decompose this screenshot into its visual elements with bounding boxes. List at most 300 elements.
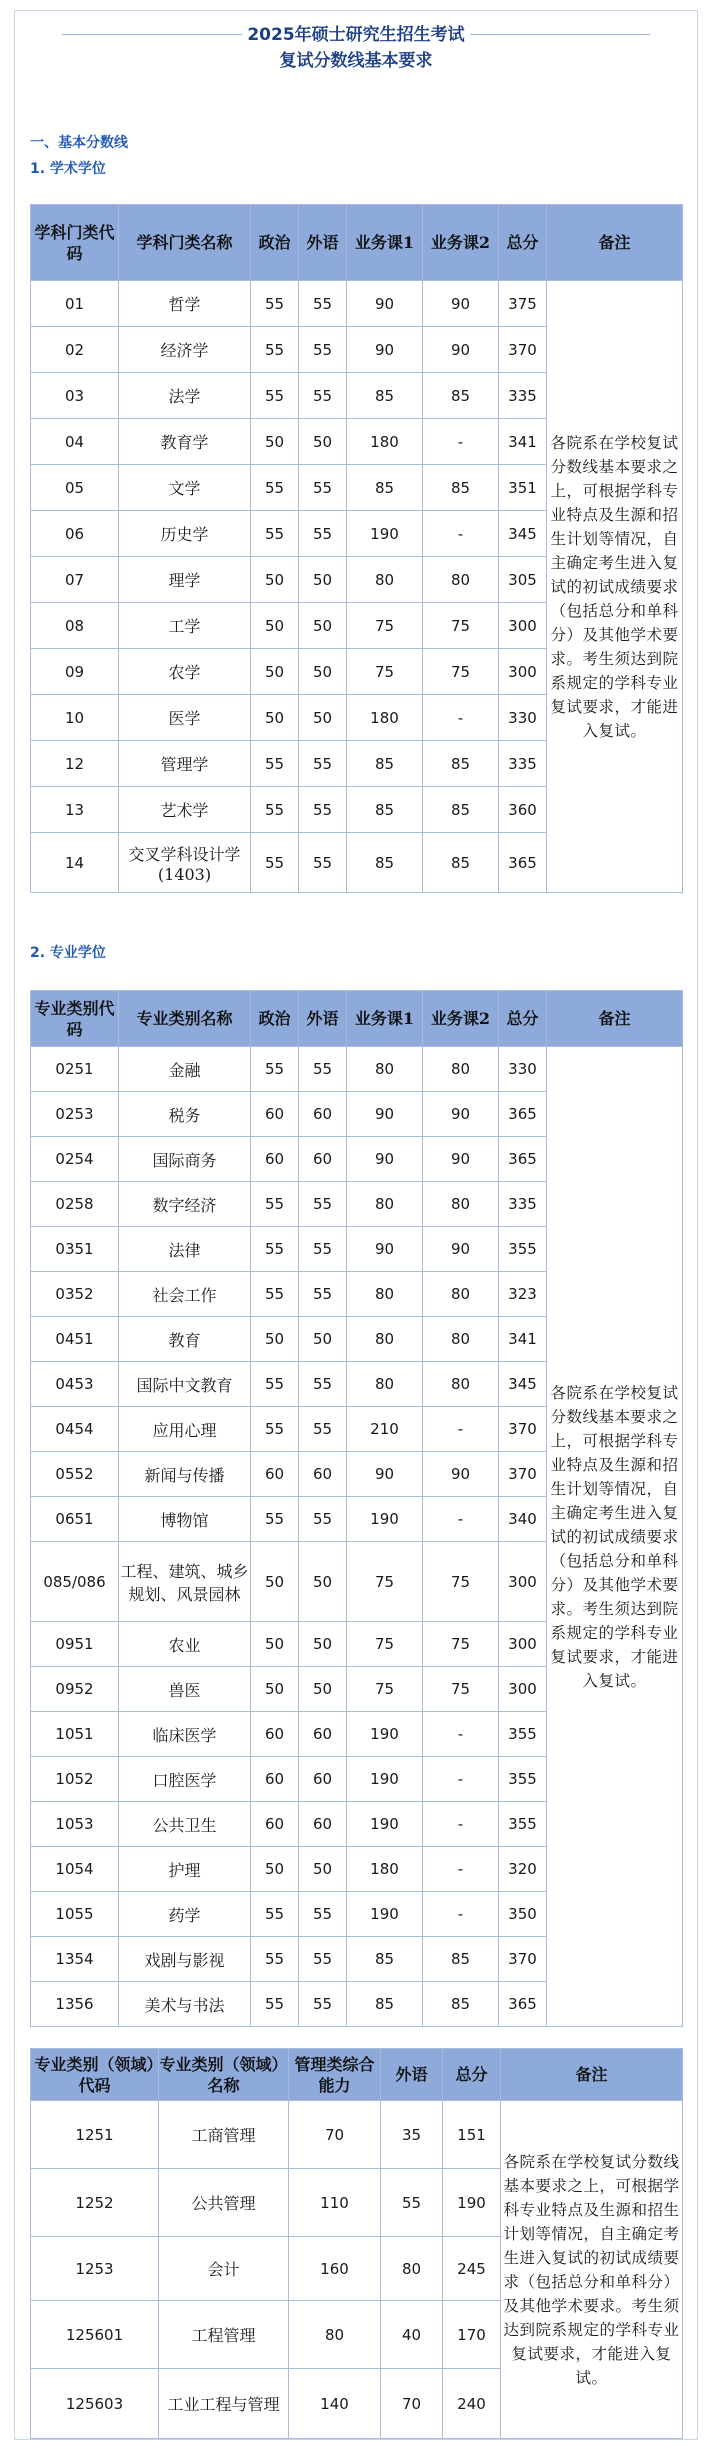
academic-degree-table bbox=[30, 204, 683, 893]
table-cell: 50 bbox=[299, 557, 347, 603]
table-cell: 80 bbox=[423, 1272, 499, 1317]
table-cell: 370 bbox=[499, 1937, 547, 1982]
table-cell: 355 bbox=[499, 1227, 547, 1272]
table-cell: 80 bbox=[347, 1182, 423, 1227]
table-cell: 50 bbox=[299, 695, 347, 741]
table-cell: 305 bbox=[499, 557, 547, 603]
column-header: 政治 bbox=[251, 205, 299, 281]
table-cell: 85 bbox=[423, 1937, 499, 1982]
table-cell: 80 bbox=[347, 1317, 423, 1362]
table-cell: 300 bbox=[499, 649, 547, 695]
table-cell: 90 bbox=[347, 1092, 423, 1137]
table-cell: 80 bbox=[423, 557, 499, 603]
table-cell: 190 bbox=[347, 1757, 423, 1802]
table-cell: 公共卫生 bbox=[119, 1802, 251, 1847]
table-cell: 50 bbox=[251, 557, 299, 603]
table-cell: 工业工程与管理 bbox=[159, 2369, 289, 2439]
table-cell: 12 bbox=[31, 741, 119, 787]
table-cell: 55 bbox=[251, 741, 299, 787]
table-cell: 社会工作 bbox=[119, 1272, 251, 1317]
table-cell: 02 bbox=[31, 327, 119, 373]
table-cell: 60 bbox=[299, 1092, 347, 1137]
table-cell: 50 bbox=[299, 1667, 347, 1712]
table-cell: - bbox=[423, 1712, 499, 1757]
table-cell: 55 bbox=[299, 511, 347, 557]
table-cell: 55 bbox=[251, 1937, 299, 1982]
table-cell: 335 bbox=[499, 741, 547, 787]
table-cell: 1251 bbox=[31, 2101, 159, 2169]
table-row bbox=[31, 1047, 683, 1092]
table-cell: 75 bbox=[347, 603, 423, 649]
table-cell: 80 bbox=[289, 2301, 381, 2369]
table-cell: 艺术学 bbox=[119, 787, 251, 833]
table-cell: 75 bbox=[347, 1667, 423, 1712]
table-cell: 55 bbox=[251, 1047, 299, 1092]
table-cell: 50 bbox=[299, 649, 347, 695]
column-header: 备注 bbox=[547, 205, 683, 281]
table-cell: 300 bbox=[499, 1622, 547, 1667]
table-cell: 博物馆 bbox=[119, 1497, 251, 1542]
column-header: 外语 bbox=[381, 2049, 443, 2101]
column-header: 业务课1 bbox=[347, 205, 423, 281]
table-cell: 经济学 bbox=[119, 327, 251, 373]
table-cell: 55 bbox=[299, 787, 347, 833]
table-cell: 60 bbox=[299, 1757, 347, 1802]
professional-degree-table bbox=[30, 990, 683, 2027]
table-cell: 85 bbox=[423, 833, 499, 893]
table-cell: 06 bbox=[31, 511, 119, 557]
table-cell: 55 bbox=[299, 1272, 347, 1317]
table-cell: 351 bbox=[499, 465, 547, 511]
table-cell: 数字经济 bbox=[119, 1182, 251, 1227]
table-cell: 07 bbox=[31, 557, 119, 603]
column-header: 外语 bbox=[299, 991, 347, 1047]
table-cell: 临床医学 bbox=[119, 1712, 251, 1757]
column-header: 总分 bbox=[499, 205, 547, 281]
table-cell: 60 bbox=[251, 1712, 299, 1757]
table-cell: 60 bbox=[251, 1137, 299, 1182]
table-cell: 工程管理 bbox=[159, 2301, 289, 2369]
table-cell: 190 bbox=[443, 2169, 501, 2237]
table-cell: 农学 bbox=[119, 649, 251, 695]
table-cell: 50 bbox=[251, 1317, 299, 1362]
section-heading-academic: 1. 学术学位 bbox=[30, 161, 106, 177]
table-cell: 55 bbox=[251, 1227, 299, 1272]
table-cell: 0951 bbox=[31, 1622, 119, 1667]
table-cell: 55 bbox=[299, 1227, 347, 1272]
table-cell: 55 bbox=[251, 1407, 299, 1452]
table-cell: 350 bbox=[499, 1892, 547, 1937]
table-cell: 55 bbox=[251, 373, 299, 419]
table-cell: 03 bbox=[31, 373, 119, 419]
table-row bbox=[31, 281, 683, 327]
table-cell: 应用心理 bbox=[119, 1407, 251, 1452]
table-cell: 60 bbox=[251, 1757, 299, 1802]
table-cell: 240 bbox=[443, 2369, 501, 2439]
table-cell: 90 bbox=[423, 1137, 499, 1182]
table-cell: 55 bbox=[299, 1362, 347, 1407]
table-cell: 360 bbox=[499, 787, 547, 833]
table-cell: 护理 bbox=[119, 1847, 251, 1892]
table-cell: 1055 bbox=[31, 1892, 119, 1937]
table-cell: 55 bbox=[299, 1982, 347, 2027]
table-cell: 190 bbox=[347, 1892, 423, 1937]
table-cell: 75 bbox=[347, 1622, 423, 1667]
column-header: 外语 bbox=[299, 205, 347, 281]
table-cell: 55 bbox=[251, 1272, 299, 1317]
table-cell: 戏剧与影视 bbox=[119, 1937, 251, 1982]
table-cell: 60 bbox=[299, 1452, 347, 1497]
table-cell: 1253 bbox=[31, 2237, 159, 2301]
table-cell: 180 bbox=[347, 419, 423, 465]
table-cell: 55 bbox=[299, 281, 347, 327]
table-cell: 370 bbox=[499, 327, 547, 373]
table-cell: 50 bbox=[251, 1667, 299, 1712]
table-cell: 55 bbox=[299, 1047, 347, 1092]
table-cell: 口腔医学 bbox=[119, 1757, 251, 1802]
table-cell: 60 bbox=[251, 1452, 299, 1497]
table-cell: 330 bbox=[499, 1047, 547, 1092]
table-cell: 85 bbox=[347, 787, 423, 833]
table-cell: 370 bbox=[499, 1407, 547, 1452]
table-cell: 1054 bbox=[31, 1847, 119, 1892]
table-cell: 110 bbox=[289, 2169, 381, 2237]
table-cell: 历史学 bbox=[119, 511, 251, 557]
table-cell: 04 bbox=[31, 419, 119, 465]
table-cell: 09 bbox=[31, 649, 119, 695]
table-cell: 55 bbox=[299, 741, 347, 787]
table-cell: 0253 bbox=[31, 1092, 119, 1137]
table-cell: 75 bbox=[423, 603, 499, 649]
table-cell: 180 bbox=[347, 695, 423, 741]
table-cell: 10 bbox=[31, 695, 119, 741]
table-cell: 05 bbox=[31, 465, 119, 511]
table-cell: 14 bbox=[31, 833, 119, 893]
table-cell: 55 bbox=[299, 1407, 347, 1452]
table-cell: 1354 bbox=[31, 1937, 119, 1982]
table-cell: 370 bbox=[499, 1452, 547, 1497]
table-cell: 190 bbox=[347, 1712, 423, 1757]
table-cell: - bbox=[423, 1892, 499, 1937]
table-cell: 0454 bbox=[31, 1407, 119, 1452]
table-cell: 125603 bbox=[31, 2369, 159, 2439]
table-cell: 75 bbox=[423, 1667, 499, 1712]
table-cell: 90 bbox=[347, 281, 423, 327]
table-cell: 0451 bbox=[31, 1317, 119, 1362]
table-cell: 190 bbox=[347, 1497, 423, 1542]
column-header: 管理类综合能力 bbox=[289, 2049, 381, 2101]
table-cell: 85 bbox=[347, 373, 423, 419]
table-cell: 300 bbox=[499, 1667, 547, 1712]
table-cell: 70 bbox=[381, 2369, 443, 2439]
table-cell: 190 bbox=[347, 1802, 423, 1847]
table-cell: 50 bbox=[299, 1542, 347, 1622]
table-row bbox=[31, 2101, 683, 2169]
table-cell: 1051 bbox=[31, 1712, 119, 1757]
table-cell: 55 bbox=[251, 833, 299, 893]
table-cell: 兽医 bbox=[119, 1667, 251, 1712]
table-cell: 农业 bbox=[119, 1622, 251, 1667]
page-title: 2025年硕士研究生招生考试 bbox=[247, 25, 465, 45]
table-cell: 85 bbox=[347, 833, 423, 893]
table-cell: 50 bbox=[299, 419, 347, 465]
column-header: 学科门类名称 bbox=[119, 205, 251, 281]
table-cell: 170 bbox=[443, 2301, 501, 2369]
table-cell: 300 bbox=[499, 603, 547, 649]
table-cell: 教育学 bbox=[119, 419, 251, 465]
table-cell: 85 bbox=[423, 741, 499, 787]
table-cell: 90 bbox=[423, 1452, 499, 1497]
table-cell: 50 bbox=[251, 1847, 299, 1892]
table-cell: - bbox=[423, 1757, 499, 1802]
table-cell: 工学 bbox=[119, 603, 251, 649]
table-cell: 08 bbox=[31, 603, 119, 649]
table-cell: 180 bbox=[347, 1847, 423, 1892]
table-cell: 323 bbox=[499, 1272, 547, 1317]
table-cell: 190 bbox=[347, 511, 423, 557]
table-cell: 75 bbox=[347, 649, 423, 695]
table-cell: 55 bbox=[299, 373, 347, 419]
table-cell: 13 bbox=[31, 787, 119, 833]
table-cell: 新闻与传播 bbox=[119, 1452, 251, 1497]
table-cell: 335 bbox=[499, 1182, 547, 1227]
table-cell: 税务 bbox=[119, 1092, 251, 1137]
column-header: 专业类别代码 bbox=[31, 991, 119, 1047]
table-cell: 55 bbox=[251, 1892, 299, 1937]
table-cell: 085/086 bbox=[31, 1542, 119, 1622]
table-cell: 85 bbox=[347, 465, 423, 511]
table-cell: 341 bbox=[499, 419, 547, 465]
table-cell: 365 bbox=[499, 833, 547, 893]
table-cell: 90 bbox=[423, 281, 499, 327]
table-cell: 55 bbox=[299, 1182, 347, 1227]
column-header: 学科门类代码 bbox=[31, 205, 119, 281]
table-cell: 0651 bbox=[31, 1497, 119, 1542]
column-header: 总分 bbox=[499, 991, 547, 1047]
table-cell: 1356 bbox=[31, 1982, 119, 2027]
table-cell: 50 bbox=[251, 419, 299, 465]
table-cell: 90 bbox=[347, 1227, 423, 1272]
table-cell: 55 bbox=[251, 465, 299, 511]
table-cell: 国际中文教育 bbox=[119, 1362, 251, 1407]
column-header: 业务课1 bbox=[347, 991, 423, 1047]
column-header: 总分 bbox=[443, 2049, 501, 2101]
table-cell: 80 bbox=[423, 1047, 499, 1092]
table-cell: - bbox=[423, 1407, 499, 1452]
table-cell: 50 bbox=[299, 1317, 347, 1362]
column-header: 专业类别（领域）名称 bbox=[159, 2049, 289, 2101]
table-cell: 法学 bbox=[119, 373, 251, 419]
table-cell: 55 bbox=[251, 511, 299, 557]
table-cell: 50 bbox=[299, 603, 347, 649]
column-header: 备注 bbox=[547, 991, 683, 1047]
table-cell: 法律 bbox=[119, 1227, 251, 1272]
remarks-cell: 各院系在学校复试分数线基本要求之上，可根据学科专业特点及生源和招生计划等情况，自主确定考生进入复试的初试成绩要求（包括总分和单科分）及其他学术要求。考生须达到院系规定的学科专业复试要求，才能进入复试。 bbox=[547, 1047, 683, 2027]
table-cell: 210 bbox=[347, 1407, 423, 1452]
table-cell: 55 bbox=[251, 1182, 299, 1227]
table-cell: 55 bbox=[251, 1362, 299, 1407]
table-cell: 151 bbox=[443, 2101, 501, 2169]
table-cell: 美术与书法 bbox=[119, 1982, 251, 2027]
page-subtitle: 复试分数线基本要求 bbox=[279, 51, 433, 71]
table-cell: 55 bbox=[251, 787, 299, 833]
table-cell: 药学 bbox=[119, 1892, 251, 1937]
column-header: 业务课2 bbox=[423, 205, 499, 281]
table-cell: 335 bbox=[499, 373, 547, 419]
table-cell: 工程、建筑、城乡规划、风景园林 bbox=[119, 1542, 251, 1622]
column-header: 政治 bbox=[251, 991, 299, 1047]
table-cell: 55 bbox=[299, 1937, 347, 1982]
table-cell: 85 bbox=[423, 787, 499, 833]
table-cell: 55 bbox=[251, 1497, 299, 1542]
table-cell: 55 bbox=[251, 281, 299, 327]
table-cell: 80 bbox=[347, 1362, 423, 1407]
table-cell: 文学 bbox=[119, 465, 251, 511]
table-cell: 40 bbox=[381, 2301, 443, 2369]
table-cell: 50 bbox=[251, 1622, 299, 1667]
table-cell: 365 bbox=[499, 1137, 547, 1182]
table-cell: 50 bbox=[251, 695, 299, 741]
table-cell: - bbox=[423, 695, 499, 741]
table-cell: 90 bbox=[347, 327, 423, 373]
table-cell: 80 bbox=[347, 1272, 423, 1317]
table-cell: 55 bbox=[251, 1982, 299, 2027]
table-cell: 75 bbox=[347, 1542, 423, 1622]
table-cell: 50 bbox=[299, 1622, 347, 1667]
table-cell: 1053 bbox=[31, 1802, 119, 1847]
table-cell: 0453 bbox=[31, 1362, 119, 1407]
column-header: 专业类别名称 bbox=[119, 991, 251, 1047]
table-cell: 80 bbox=[423, 1362, 499, 1407]
table-cell: 160 bbox=[289, 2237, 381, 2301]
table-cell: 80 bbox=[381, 2237, 443, 2301]
table-cell: 01 bbox=[31, 281, 119, 327]
table-cell: 341 bbox=[499, 1317, 547, 1362]
table-cell: 交叉学科设计学(1403) bbox=[119, 833, 251, 893]
table-cell: 50 bbox=[251, 1542, 299, 1622]
table-cell: 教育 bbox=[119, 1317, 251, 1362]
table-cell: 90 bbox=[347, 1452, 423, 1497]
table-cell: 金融 bbox=[119, 1047, 251, 1092]
table-cell: - bbox=[423, 1497, 499, 1542]
page-header bbox=[0, 22, 712, 74]
table-cell: 1252 bbox=[31, 2169, 159, 2237]
table-cell: 125601 bbox=[31, 2301, 159, 2369]
table-cell: 85 bbox=[347, 741, 423, 787]
table-cell: 0552 bbox=[31, 1452, 119, 1497]
table-cell: 公共管理 bbox=[159, 2169, 289, 2237]
table-cell: 90 bbox=[347, 1137, 423, 1182]
table-cell: 55 bbox=[299, 465, 347, 511]
table-cell: 55 bbox=[299, 327, 347, 373]
column-header: 业务课2 bbox=[423, 991, 499, 1047]
table-cell: 60 bbox=[299, 1802, 347, 1847]
table-cell: 80 bbox=[423, 1317, 499, 1362]
table-cell: 85 bbox=[347, 1982, 423, 2027]
table-cell: 85 bbox=[423, 465, 499, 511]
table-cell: 365 bbox=[499, 1092, 547, 1137]
table-cell: 55 bbox=[299, 833, 347, 893]
table-cell: 75 bbox=[423, 1622, 499, 1667]
table-cell: - bbox=[423, 1847, 499, 1892]
table-cell: 245 bbox=[443, 2237, 501, 2301]
table-cell: 55 bbox=[381, 2169, 443, 2237]
table-cell: 345 bbox=[499, 511, 547, 557]
table-cell: 60 bbox=[299, 1712, 347, 1757]
table-cell: 60 bbox=[251, 1802, 299, 1847]
table-cell: 320 bbox=[499, 1847, 547, 1892]
table-cell: 345 bbox=[499, 1362, 547, 1407]
table-cell: 0352 bbox=[31, 1272, 119, 1317]
column-header: 专业类别（领域）代码 bbox=[31, 2049, 159, 2101]
table-cell: 90 bbox=[423, 1227, 499, 1272]
table-cell: 55 bbox=[251, 327, 299, 373]
table-cell: 0258 bbox=[31, 1182, 119, 1227]
table-cell: 80 bbox=[347, 1047, 423, 1092]
table-cell: 0351 bbox=[31, 1227, 119, 1272]
table-cell: 300 bbox=[499, 1542, 547, 1622]
table-cell: 355 bbox=[499, 1712, 547, 1757]
section-heading-basic: 一、基本分数线 bbox=[30, 135, 128, 151]
table-cell: 哲学 bbox=[119, 281, 251, 327]
table-cell: 375 bbox=[499, 281, 547, 327]
table-cell: 0254 bbox=[31, 1137, 119, 1182]
table-cell: 90 bbox=[423, 327, 499, 373]
remarks-cell: 各院系在学校复试分数线基本要求之上，可根据学科专业特点及生源和招生计划等情况，自主确定考生进入复试的初试成绩要求（包括总分和单科分）及其他学术要求。考生须达到院系规定的学科专业复试要求，才能进入复试。 bbox=[501, 2101, 683, 2439]
table-cell: 60 bbox=[299, 1137, 347, 1182]
table-cell: 50 bbox=[251, 603, 299, 649]
table-cell: 55 bbox=[299, 1497, 347, 1542]
table-cell: 140 bbox=[289, 2369, 381, 2439]
table-cell: 0952 bbox=[31, 1667, 119, 1712]
table-cell: 35 bbox=[381, 2101, 443, 2169]
table-cell: - bbox=[423, 1802, 499, 1847]
section-heading-professional: 2. 专业学位 bbox=[30, 945, 106, 961]
column-header: 备注 bbox=[501, 2049, 683, 2101]
table-cell: 85 bbox=[347, 1937, 423, 1982]
remarks-cell: 各院系在学校复试分数线基本要求之上，可根据学科专业特点及生源和招生计划等情况，自主确定考生进入复试的初试成绩要求（包括总分和单科分）及其他学术要求。考生须达到院系规定的学科专业复试要求，才能进入复试。 bbox=[547, 281, 683, 893]
table-cell: 75 bbox=[423, 649, 499, 695]
table-cell: 55 bbox=[299, 1892, 347, 1937]
table-cell: 340 bbox=[499, 1497, 547, 1542]
table-cell: 365 bbox=[499, 1982, 547, 2027]
table-cell: 85 bbox=[423, 373, 499, 419]
management-degree-table bbox=[30, 2048, 683, 2439]
table-cell: 330 bbox=[499, 695, 547, 741]
table-cell: 会计 bbox=[159, 2237, 289, 2301]
table-cell: 1052 bbox=[31, 1757, 119, 1802]
table-cell: 60 bbox=[251, 1092, 299, 1137]
table-cell: 85 bbox=[423, 1982, 499, 2027]
table-cell: 90 bbox=[423, 1092, 499, 1137]
table-cell: 355 bbox=[499, 1757, 547, 1802]
table-cell: 50 bbox=[299, 1847, 347, 1892]
table-cell: 管理学 bbox=[119, 741, 251, 787]
table-cell: - bbox=[423, 419, 499, 465]
table-cell: 医学 bbox=[119, 695, 251, 741]
table-cell: 工商管理 bbox=[159, 2101, 289, 2169]
table-cell: 75 bbox=[423, 1542, 499, 1622]
table-cell: 80 bbox=[347, 557, 423, 603]
table-cell: 0251 bbox=[31, 1047, 119, 1092]
table-cell: - bbox=[423, 511, 499, 557]
table-cell: 80 bbox=[423, 1182, 499, 1227]
table-cell: 国际商务 bbox=[119, 1137, 251, 1182]
table-cell: 理学 bbox=[119, 557, 251, 603]
table-cell: 355 bbox=[499, 1802, 547, 1847]
table-cell: 70 bbox=[289, 2101, 381, 2169]
table-cell: 50 bbox=[251, 649, 299, 695]
